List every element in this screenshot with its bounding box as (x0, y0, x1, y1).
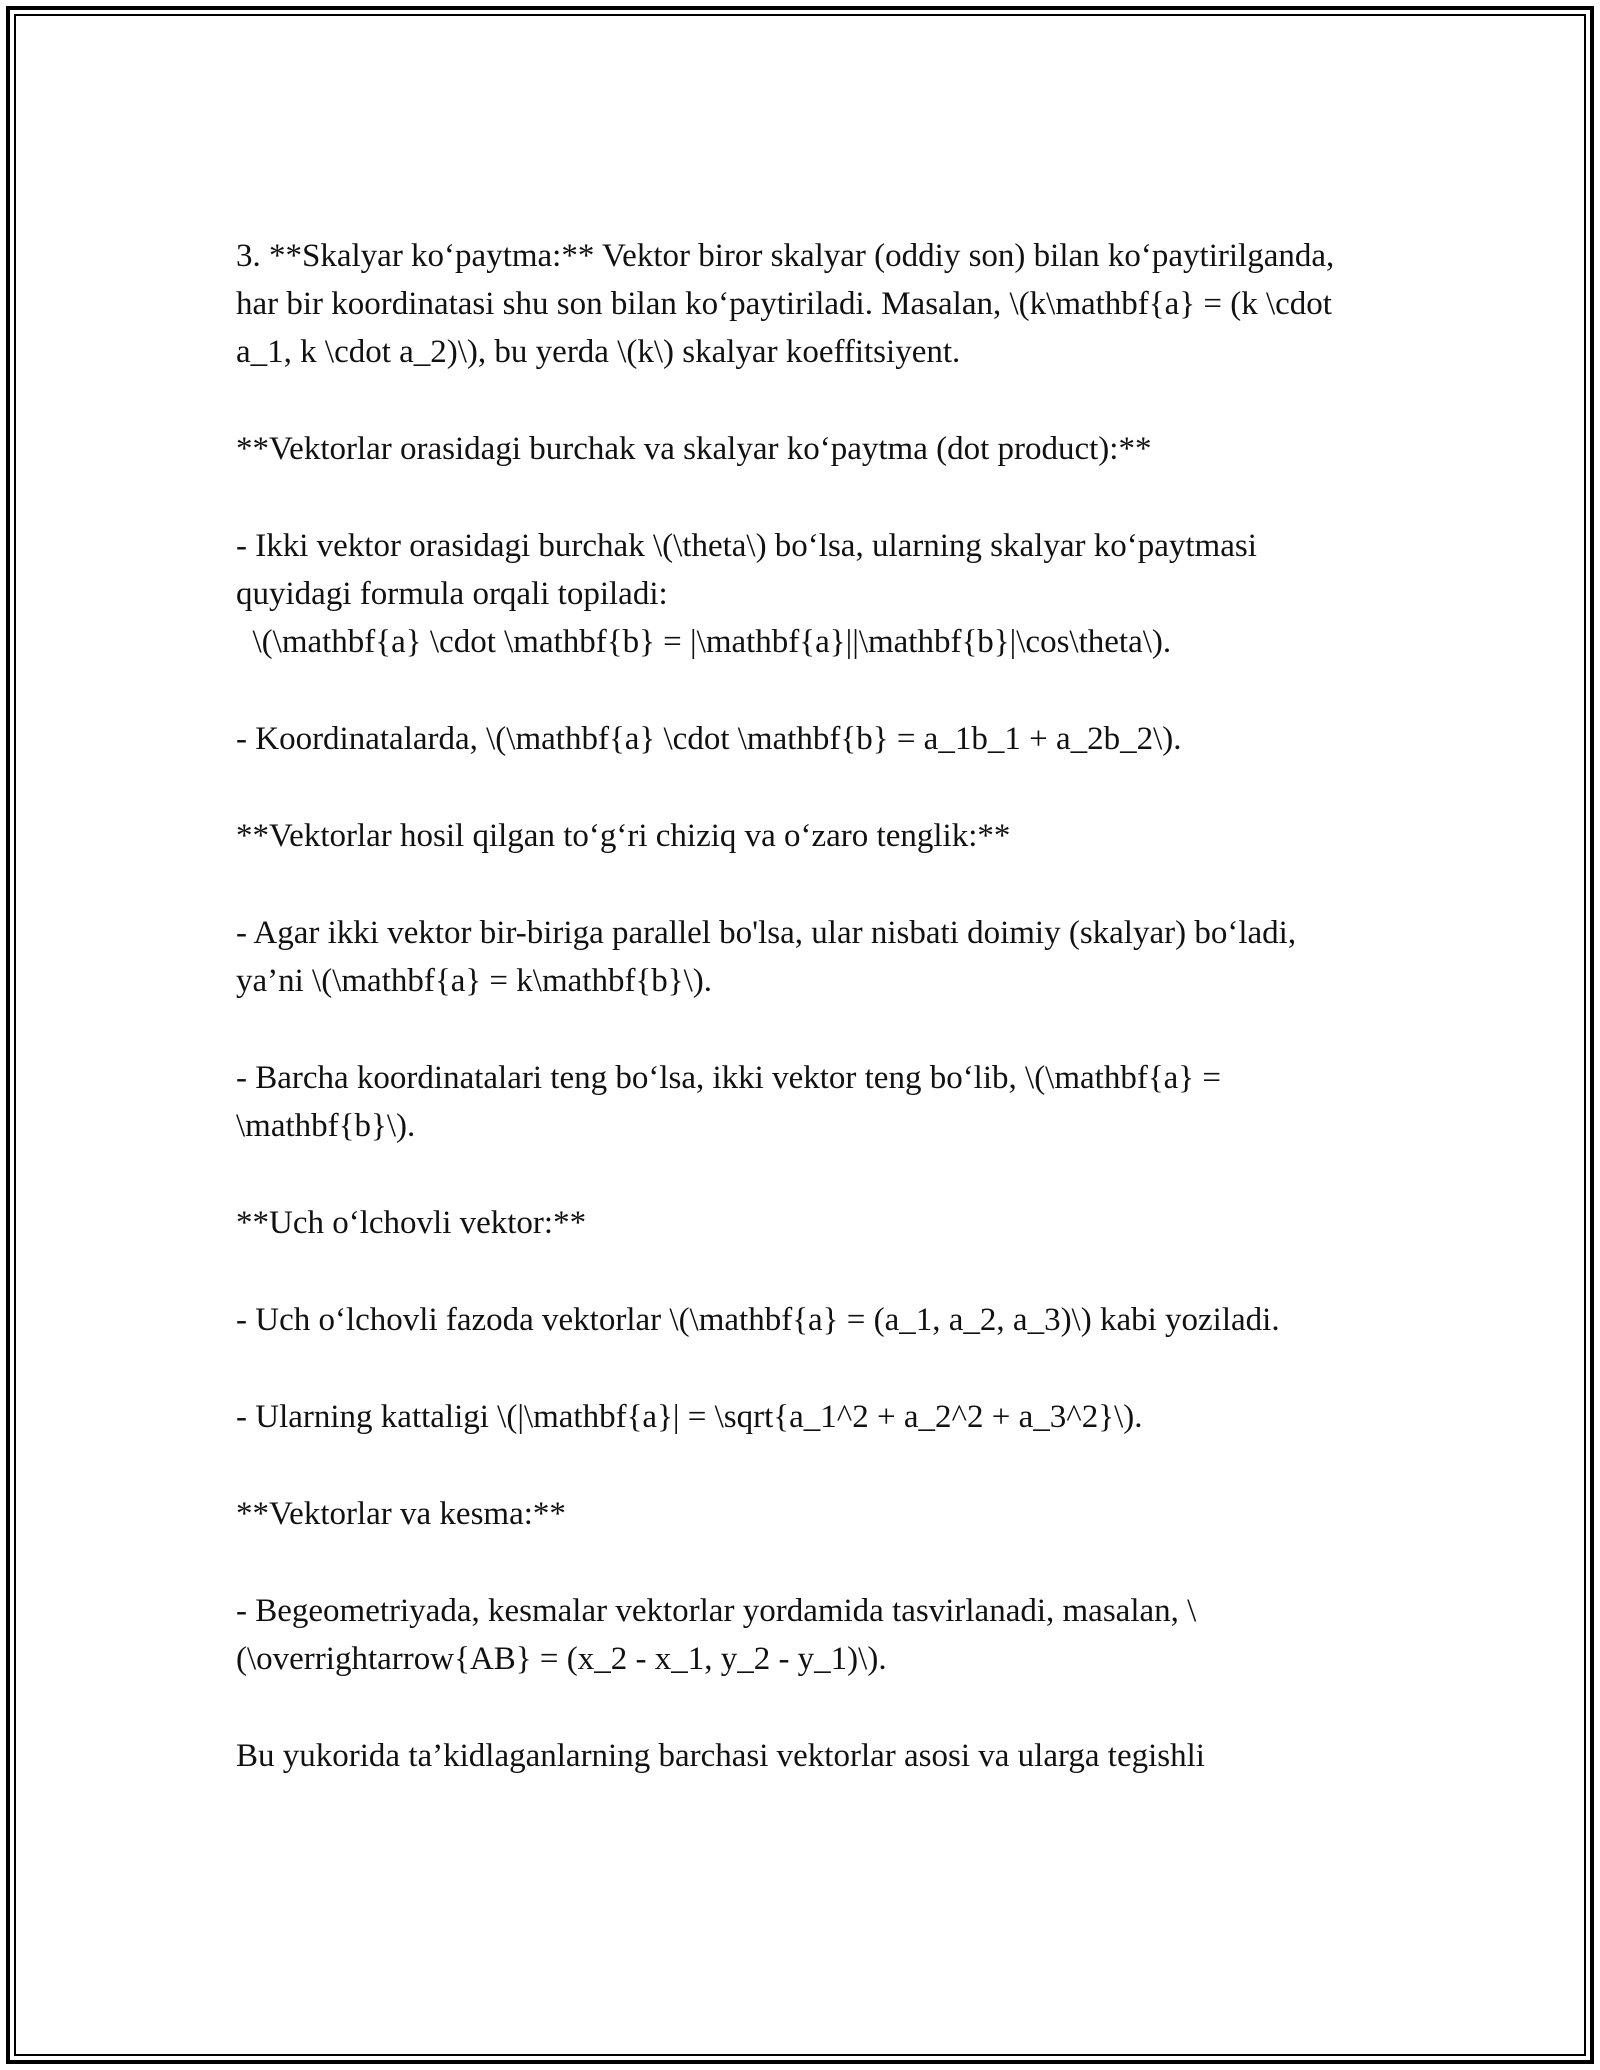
paragraph-3d-vectors: - Uch o‘lchovli fazoda vektorlar \(\mathbf{a} = (a_1, a_2, a_3)\) kabi yoziladi. (236, 1302, 1280, 1338)
paragraph-scalar-product: 3. **Skalyar ko‘paytma:** Vektor biror skalyar (oddiy son) bilan ko‘paytirilganda, har bir koordinatasi shu son bilan ko‘paytiriladi. Masalan, \(k\mathbf{a} = (k \cdot a_1, k \cdot a_2)\), bu yerda \(k\) skalyar koeffitsiyent. (236, 238, 1343, 370)
heading-three-dimensional: **Uch o‘lchovli vektor:** (236, 1205, 587, 1241)
document-body (236, 232, 1366, 1780)
paragraph-conclusion: Bu yukorida ta’kidlaganlarning barchasi vektorlar asosi va ularga tegishli (236, 1738, 1205, 1774)
paragraph-angle-formula: - Ikki vektor orasidagi burchak \(\theta\) bo‘lsa, ularning skalyar ko‘paytmasi quyidagi formula orqali topiladi: \(\mathbf{a} \cdot \mathbf{b} = |\mathbf{a}||\mathbf{b}|\cos\theta\). (236, 528, 1257, 660)
heading-vectors-segment: **Vektorlar va kesma:** (236, 1496, 566, 1532)
paragraph-magnitude: - Ularning kattaligi \(|\mathbf{a}| = \sqrt{a_1^2 + a_2^2 + a_3^2}\). (236, 1399, 1143, 1435)
paragraph-equal-vectors: - Barcha koordinatalari teng bo‘lsa, ikki vektor teng bo‘lib, \(\mathbf{a} = \mathbf{b}\). (236, 1060, 1230, 1144)
paragraph-parallel-vectors: - Agar ikki vektor bir-biriga parallel bo'lsa, ular nisbati doimiy (skalyar) bo‘ladi, ya’ni \(\mathbf{a} = k\mathbf{b}\). (236, 915, 1305, 999)
heading-angle-dot-product: **Vektorlar orasidagi burchak va skalyar ko‘paytma (dot product):** (236, 431, 1152, 467)
paragraph-segments: - Begeometriyada, kesmalar vektorlar yordamida tasvirlanadi, masalan, \(\overrightarrow{AB} = (x_2 - x_1, y_2 - y_1)\). (236, 1593, 1197, 1677)
paragraph-coordinates-dot-product: - Koordinatalarda, \(\mathbf{a} \cdot \mathbf{b} = a_1b_1 + a_2b_2\). (236, 721, 1182, 757)
heading-line-equality: **Vektorlar hosil qilgan to‘g‘ri chiziq va o‘zaro tenglik:** (236, 818, 1011, 854)
